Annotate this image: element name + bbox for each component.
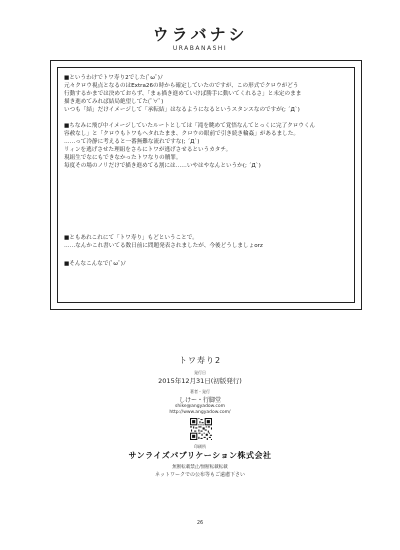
publish-date: 2015年12月31日(初版発行) [158,377,242,385]
afterword-paragraph [64,234,348,250]
text-line: リィンを逃げさせた理組をさらにトワが逃げさせるというカタチ。 [64,147,232,153]
afterword-paragraph [64,74,348,114]
author-name: しけー・行脚堂 [178,397,221,404]
colophon-title: トワ寿り2 [178,356,222,365]
author-url: http://www.angyadow.com/ [169,410,231,415]
afterword-paragraph [64,122,348,170]
afterword-paragraph [64,260,348,268]
network-notice: ネットワークでの公布等もご遠慮下さい [154,472,245,478]
text-line: 描き進めてみれば結局絶望してた(ﾟ∀ﾟ) [64,99,164,105]
text-line: ■というわけでトワ寿り2でした(ﾟωﾟ)ﾉ [64,75,163,81]
text-line: ■ともあれこれにて「トワ寿り」もどということで。 [64,235,198,241]
date-label: 発行日 [194,370,206,375]
reprint-notice: 無断転載禁止/無断転載転載 [172,465,228,470]
text-line: いつも「結」だけイメージして「承転結」はなるようになるというスタンスなのですが(; ´Д`) [64,107,300,113]
printer-label: 印刷所 [194,444,206,449]
page-subtitle: URABANASHI [172,45,228,52]
text-line: ……なんかこれ書いてる数日前に問題発表されましたが、今後どうしましょorz [64,243,263,249]
text-line: 行動するかまでは決めておらず、「まぁ描き進めていけば勝手に動いてくれるさ」と未定のまま [64,91,302,97]
text-line: 現組生でなにもできなかったトワなりの贖罪。 [64,155,182,161]
text-line: ■そんなこんなで(ﾟωﾟ)ﾉ [64,261,126,267]
page-title: ウラバナシ [152,25,248,44]
printer-name: サンライズパブリケーション株式会社 [128,451,272,460]
text-line: 毎度その場のノリだけで描き進めてる割には……いやはやなんというか(; ´Д`) [64,163,261,169]
author-email: shike@angyadow.com [175,404,225,409]
text-line: 元々クロウ視点となるのはExtra26の時から確定していたのですが、この形式でクロウがどう [64,83,299,89]
text-line: 容赦なし」と「クロウもトワもヘタれたまま、クロウの眼前で引き続き輪姦」があるました。 [64,131,299,137]
qr-code [190,418,212,440]
text-line: ■ちなみに飛び中イメージしていたルートとしては「滝を眺めて覚悟なんてとっくに完了クロウくん [64,123,316,129]
author-label: 著者・発行 [190,389,210,394]
text-line: ……って冷静に考えると一番無難な流れですな(; ´Д`) [64,139,200,145]
page-number: 26 [196,520,204,526]
